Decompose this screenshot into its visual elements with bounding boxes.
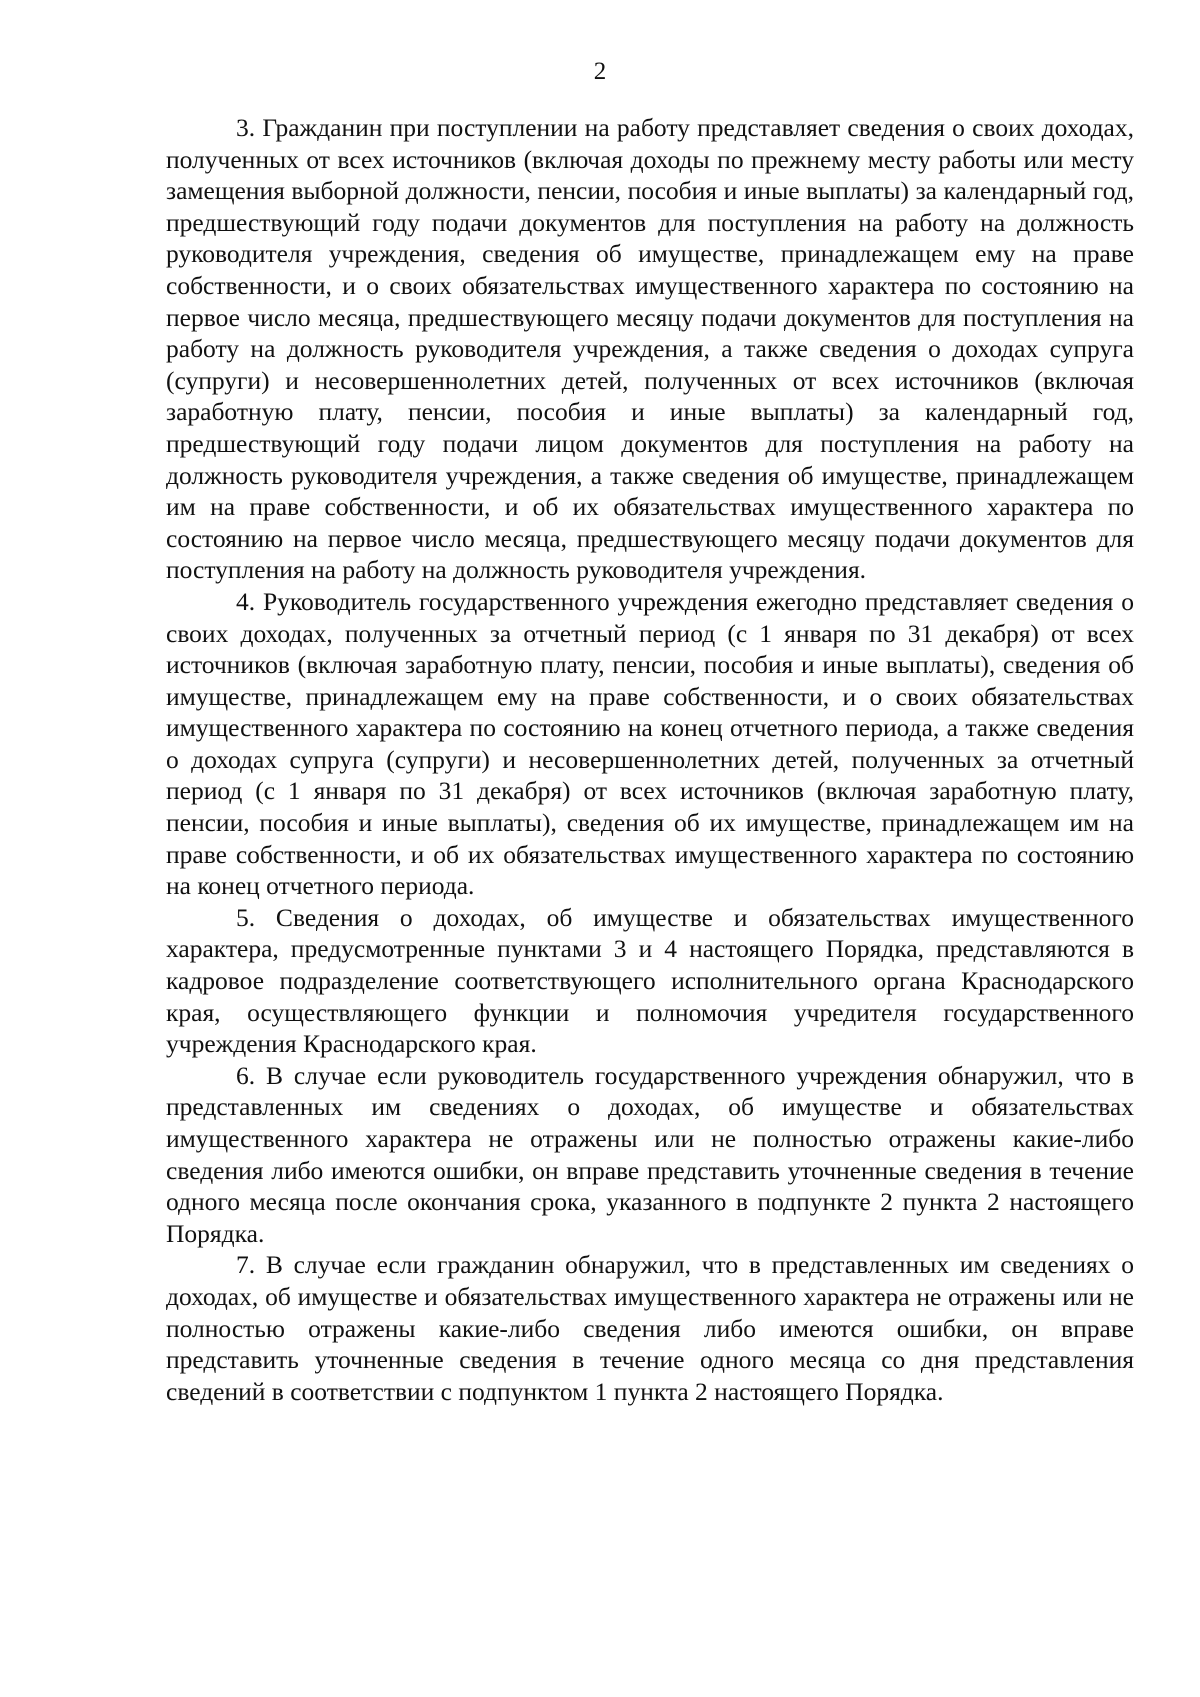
document-body: [166, 112, 1134, 1407]
paragraph-5: 5. Сведения о доходах, об имуществе и обязательствах имущественного характера, предусмотренные пунктами 3 и 4 настоящего Порядка, представляются в кадровое подразделение соответствующего исполнительного органа Краснодарского края, осуществляющего функции и полномочия учредителя государственного учреждения Краснодарского края.: [166, 902, 1134, 1059]
paragraph-7: 7. В случае если гражданин обнаружил, что в представленных им сведениях о доходах, об имуществе и обязательствах имущественного характера не отражены или не полностью отражены какие-либо сведения либо имеются ошибки, он вправе представить уточненные сведения в течение одного месяца со дня представления сведений в соответствии с подпунктом 1 пункта 2 настоящего Порядка.: [166, 1250, 1134, 1406]
paragraph-3: 3. Гражданин при поступлении на работу представляет сведения о своих доходах, полученных от всех источников (включая доходы по прежнему месту работы или месту замещения выборной должности, пенсии, пособия и иные выплаты) за календарный год, предшествующий году подачи документов для поступления на работу на должность руководителя учреждения, сведения об имуществе, принадлежащем ему на праве собственности, и о своих обязательствах имущественного характера по состоянию на первое число месяца, предшествующего месяцу подачи документов для поступления на работу на должность руководителя учреждения, а также сведения о доходах супруга (супруги) и несовершеннолетних детей, полученных от всех источников (включая заработную плату, пенсии, пособия и иные выплаты) за календарный год, предшествующий году подачи лицом документов для поступления на работу на должность руководителя учреждения, а также сведения об имуществе, принадлежащем им на праве собственности, и об их обязательствах имущественного характера по состоянию на первое число месяца, предшествующего месяцу подачи документов для поступления на работу на должность руководителя учреждения.: [166, 113, 1134, 585]
paragraph-4: 4. Руководитель государственного учреждения ежегодно представляет сведения о своих доходах, полученных за отчетный период (с 1 января по 31 декабря) от всех источников (включая заработную плату, пенсии, пособия и иные выплаты), сведения об имуществе, принадлежащем ему на праве собственности, и о своих обязательствах имущественного характера по состоянию на конец отчетного периода, а также сведения о доходах супруга (супруги) и несовершеннолетних детей, полученных за отчетный период (с 1 января по 31 декабря) от всех источников (включая заработную плату, пенсии, пособия и иные выплаты), сведения об их имуществе, принадлежащем им на праве собственности, и об их обязательствах имущественного характера по состоянию на конец отчетного периода.: [166, 586, 1134, 901]
paragraph-6: 6. В случае если руководитель государственного учреждения обнаружил, что в представленных им сведениях о доходах, об имуществе и обязательствах имущественного характера не отражены или не полностью отражены какие-либо сведения либо имеются ошибки, он вправе представить уточненные сведения в течение одного месяца после окончания срока, указанного в подпункте 2 пункта 2 настоящего Порядка.: [166, 1060, 1134, 1248]
page-number: 2: [593, 58, 607, 85]
